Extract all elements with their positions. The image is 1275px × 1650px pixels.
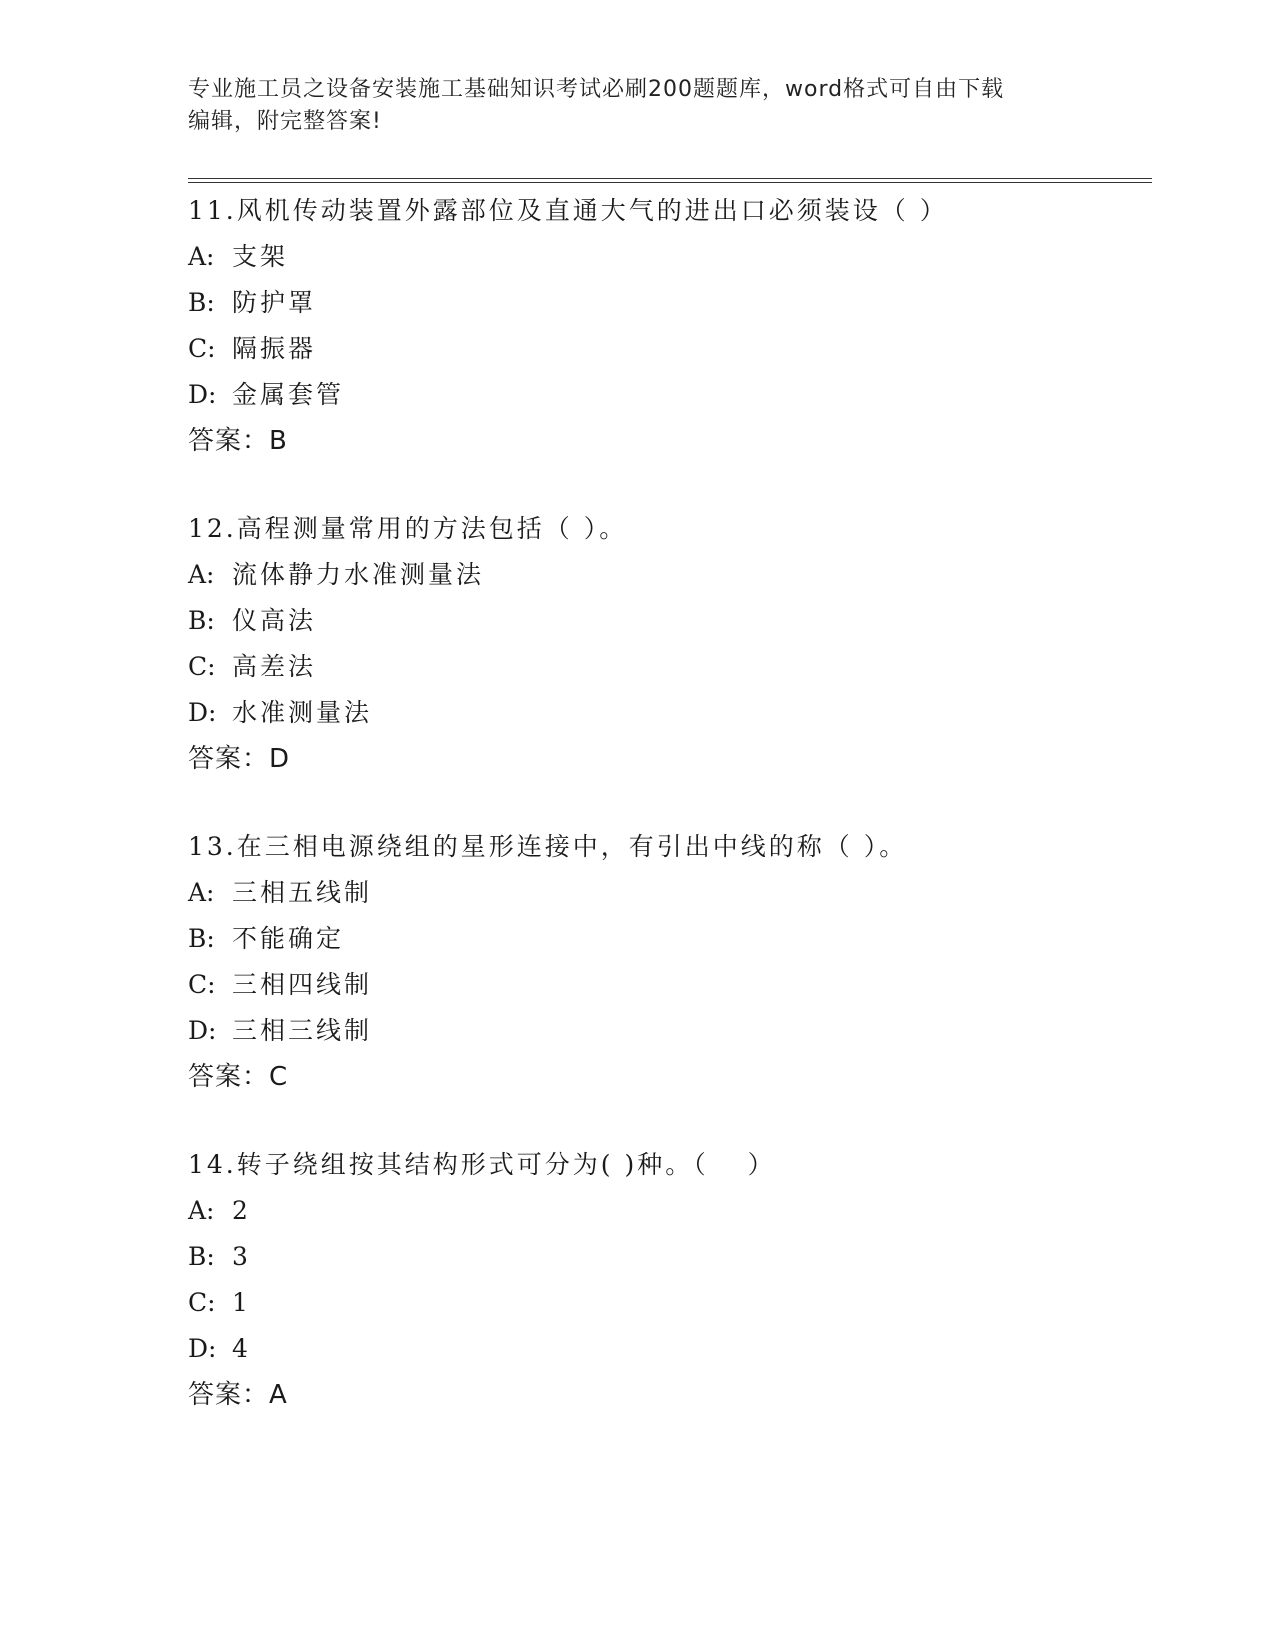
option-letter: C: — [188, 970, 216, 999]
option-d — [188, 1008, 1148, 1054]
question-block — [188, 188, 1148, 464]
question-block — [188, 1142, 1148, 1418]
option-c — [188, 962, 1148, 1008]
option-letter: B: — [188, 288, 215, 317]
option-text: 三相三线制 — [232, 1016, 373, 1045]
option-a — [188, 552, 1148, 598]
option-text: 三相五线制 — [232, 878, 373, 907]
option-letter: C: — [188, 1288, 216, 1317]
option-d — [188, 372, 1148, 418]
option-text: 3 — [232, 1242, 251, 1271]
option-c — [188, 644, 1148, 690]
option-text: 2 — [232, 1196, 251, 1225]
option-a — [188, 234, 1148, 280]
answer-line: 答案：C — [188, 1062, 289, 1092]
option-text: 不能确定 — [232, 924, 345, 953]
option-text: 支架 — [232, 242, 289, 271]
option-c — [188, 1280, 1148, 1326]
option-b — [188, 916, 1148, 962]
option-letter: A: — [188, 242, 215, 271]
question-stem: 12.高程测量常用的方法包括（ ）。 — [188, 514, 628, 543]
header-divider-bottom — [188, 182, 1152, 183]
option-letter: D: — [188, 1334, 217, 1363]
option-a — [188, 870, 1148, 916]
option-d — [188, 1326, 1148, 1372]
option-text: 三相四线制 — [232, 970, 373, 999]
option-b — [188, 280, 1148, 326]
option-letter: A: — [188, 878, 215, 907]
answer-line: 答案：B — [188, 426, 288, 456]
option-text: 隔振器 — [232, 334, 317, 363]
header-title-line-1: 专业施工员之设备安装施工基础知识考试必刷200题题库，word格式可自由下载 — [188, 77, 1005, 102]
option-letter: A: — [188, 560, 215, 589]
header-title-line-2: 编辑，附完整答案! — [188, 109, 382, 134]
option-b — [188, 1234, 1148, 1280]
question-block — [188, 506, 1148, 782]
option-text: 高差法 — [232, 652, 317, 681]
question-stem: 14.转子绕组按其结构形式可分为( )种。（ ） — [188, 1150, 776, 1179]
option-text: 流体静力水准测量法 — [232, 560, 485, 589]
option-text: 1 — [232, 1288, 251, 1317]
option-letter: D: — [188, 1016, 217, 1045]
question-stem: 13.在三相电源绕组的星形连接中，有引出中线的称（ ）。 — [188, 832, 908, 861]
option-d — [188, 690, 1148, 736]
option-text: 金属套管 — [232, 380, 345, 409]
question-stem: 11.风机传动装置外露部位及直通大气的进出口必须装设（ ） — [188, 196, 948, 225]
option-text: 4 — [232, 1334, 251, 1363]
option-text: 仪高法 — [232, 606, 317, 635]
option-letter: D: — [188, 380, 217, 409]
answer-line: 答案：A — [188, 1380, 288, 1410]
option-letter: B: — [188, 924, 215, 953]
answer-line: 答案：D — [188, 744, 291, 774]
question-block — [188, 824, 1148, 1100]
document-header — [188, 74, 1078, 138]
option-text: 水准测量法 — [232, 698, 373, 727]
option-letter: B: — [188, 1242, 215, 1271]
option-text: 防护罩 — [232, 288, 317, 317]
option-a — [188, 1188, 1148, 1234]
header-divider-top — [188, 178, 1152, 179]
option-letter: A: — [188, 1196, 215, 1225]
option-letter: C: — [188, 334, 216, 363]
option-c — [188, 326, 1148, 372]
option-b — [188, 598, 1148, 644]
option-letter: D: — [188, 698, 217, 727]
option-letter: B: — [188, 606, 215, 635]
option-letter: C: — [188, 652, 216, 681]
